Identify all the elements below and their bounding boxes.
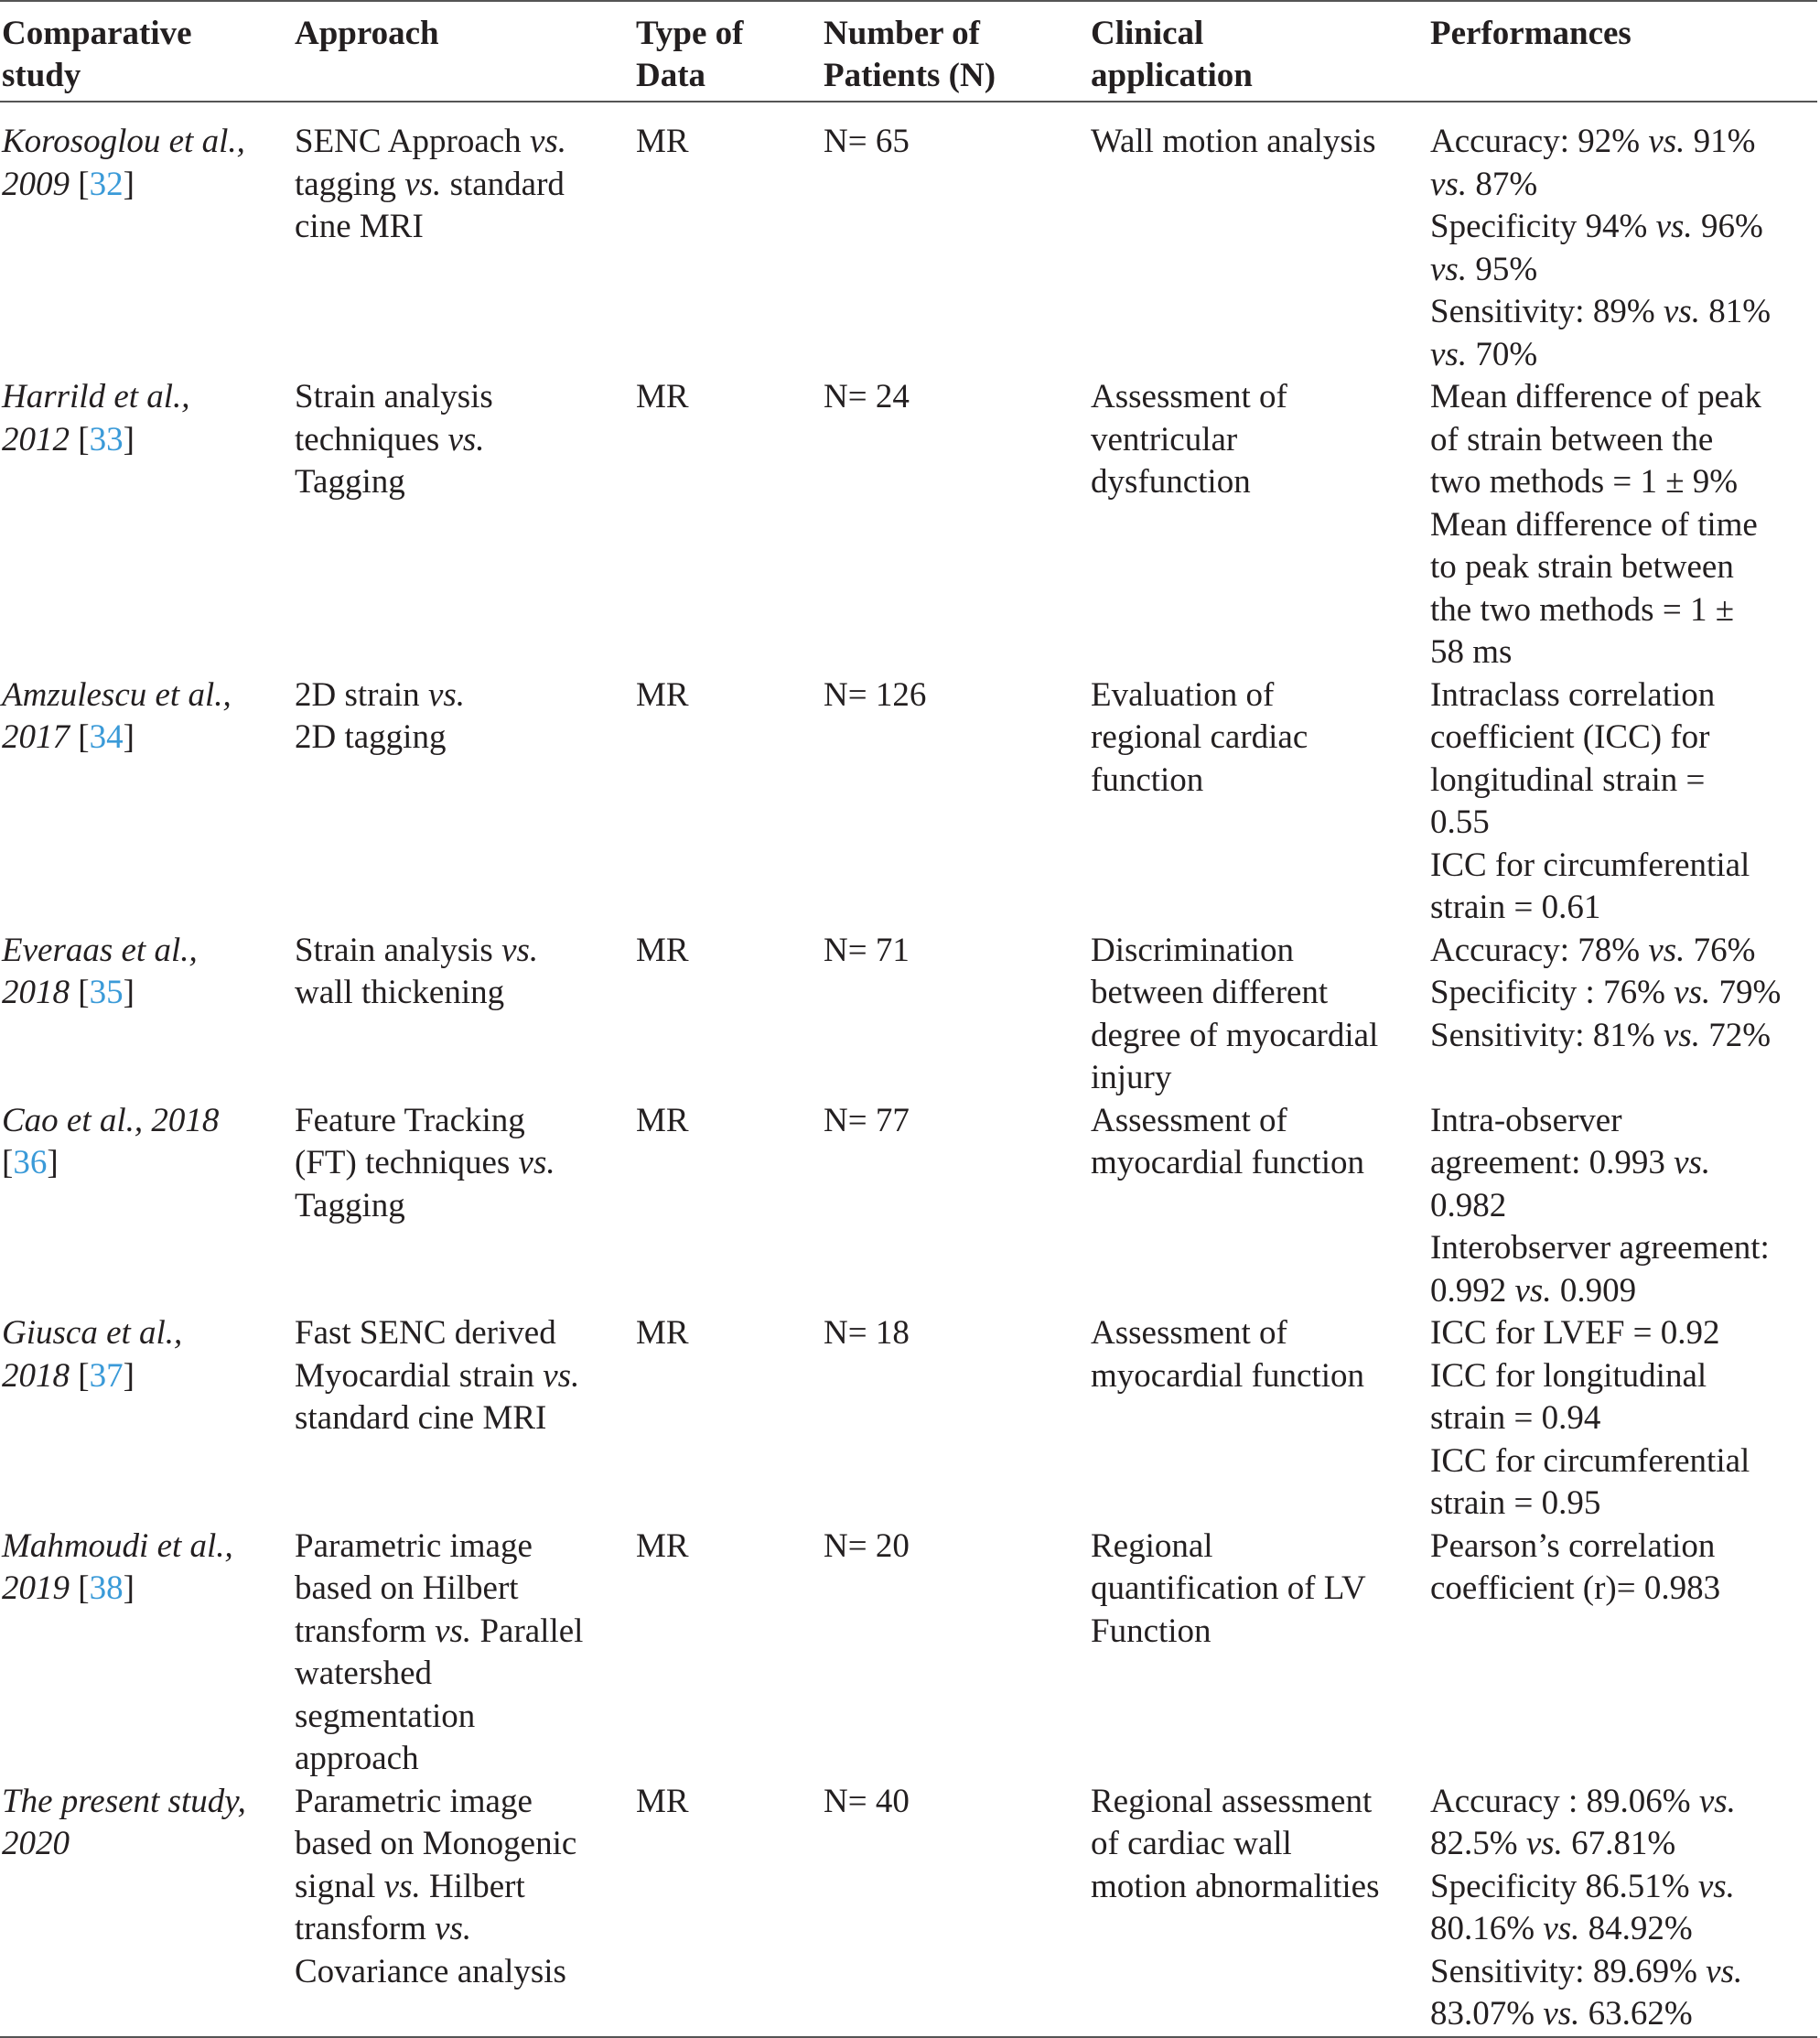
citation-link[interactable]: 37 xyxy=(89,1356,124,1395)
table-row xyxy=(0,1526,1817,1781)
cell-study: Mahmoudi et al., 2019 [38] xyxy=(0,1526,293,1781)
header-performances: Performances xyxy=(1430,15,1632,52)
cell-study: Korosoglou et al., 2009 [32] xyxy=(0,102,293,376)
cell-type-of-data: MR xyxy=(636,1101,689,1139)
table-row xyxy=(0,1100,1817,1313)
study-authors: Amzulescu et al., xyxy=(2,675,232,714)
cell-approach: 2D strain vs. 2D tagging xyxy=(295,675,466,756)
study-year: 2012 xyxy=(2,420,70,458)
study-year: 2017 xyxy=(2,718,70,756)
cell-performances: Mean difference of peak of strain between the two methods = 1 ± 9% Mean difference of time to peak strain between the two methods = 1 ± 58 ms xyxy=(1430,378,1761,671)
study-year: 2019 xyxy=(2,1569,70,1607)
citation-link[interactable]: 35 xyxy=(89,974,124,1011)
cell-patients: N= 24 xyxy=(824,378,910,415)
citation-link[interactable]: 32 xyxy=(89,165,124,203)
study-authors: Harrild et al., xyxy=(2,378,190,415)
cell-approach: Fast SENC derived Myocardial strain vs. standard cine MRI xyxy=(295,1314,580,1437)
cell-study: Amzulescu et al., 2017 [34] xyxy=(0,674,293,930)
table-row xyxy=(0,1312,1817,1526)
cell-patients: N= 20 xyxy=(824,1526,910,1565)
cell-type-of-data: MR xyxy=(636,1782,689,1820)
cell-type-of-data: MR xyxy=(636,1526,689,1565)
cell-performances: ICC for LVEF = 0.92 ICC for longitudinal strain = 0.94 ICC for circumferential strain = 0.95 xyxy=(1430,1314,1750,1522)
cell-performances: Intraclass correlation coefficient (ICC) for longitudinal strain = 0.55 ICC for circumferential strain = 0.61 xyxy=(1430,675,1750,926)
cell-performances: Accuracy: 92% vs. 91% vs. 87% Specificity 94% vs. 96% vs. 95% Sensitivity: 89% vs. 81% vs. 70% xyxy=(1430,123,1772,373)
cell-study: Cao et al., 2018 [36] xyxy=(0,1100,293,1313)
cell-clinical-application: Regional quantification of LV Function xyxy=(1091,1526,1366,1650)
cell-clinical-application: Assessment of ventricular dysfunction xyxy=(1091,378,1287,501)
study-authors: Everaas et al., xyxy=(2,931,198,969)
cell-clinical-application: Regional assessment of cardiac wall motion abnormalities xyxy=(1091,1782,1380,1905)
table-body xyxy=(0,102,1817,2037)
study-authors: Korosoglou et al., xyxy=(2,123,245,160)
cell-clinical-application: Discrimination between different degree of myocardial injury xyxy=(1091,931,1379,1096)
cell-clinical-application: Assessment of myocardial function xyxy=(1091,1101,1364,1181)
cell-performances: Accuracy : 89.06% vs. 82.5% vs. 67.81% Specificity 86.51% vs. 80.16% vs. 84.92% Sensitivity: 89.69% vs. 83.07% vs. 63.62% xyxy=(1430,1782,1743,2033)
study-authors: Mahmoudi et al., xyxy=(2,1526,233,1565)
study-authors: Giusca et al., xyxy=(2,1314,183,1352)
citation-link[interactable]: 34 xyxy=(89,718,124,756)
citation-link[interactable]: 36 xyxy=(13,1144,48,1181)
cell-performances: Intra-observer agreement: 0.993 vs. 0.982 Interobserver agreement: 0.992 vs. 0.909 xyxy=(1430,1101,1770,1310)
cell-type-of-data: MR xyxy=(636,378,689,415)
cell-type-of-data: MR xyxy=(636,675,689,714)
cell-patients: N= 71 xyxy=(824,931,910,969)
cell-patients: N= 40 xyxy=(824,1782,910,1820)
cell-type-of-data: MR xyxy=(636,123,689,160)
cell-patients: N= 77 xyxy=(824,1101,910,1139)
table-row xyxy=(0,674,1817,930)
cell-study: Everaas et al., 2018 [35] xyxy=(0,930,293,1100)
cell-performances: Pearson’s correlation coefficient (r)= 0.983 xyxy=(1430,1526,1721,1607)
cell-study: Harrild et al., 2012 [33] xyxy=(0,376,293,674)
cell-clinical-application: Assessment of myocardial function xyxy=(1091,1314,1364,1395)
cell-patients: N= 126 xyxy=(824,675,927,714)
table-row xyxy=(0,930,1817,1100)
cell-patients: N= 65 xyxy=(824,123,910,160)
cell-approach: Parametric image based on Monogenic signal vs. Hilbert transform vs. Covariance analysis xyxy=(295,1782,577,1990)
header-number-of-patients: Number of Patients (N) xyxy=(824,15,996,94)
header-approach: Approach xyxy=(295,15,439,52)
citation-link[interactable]: 33 xyxy=(89,420,124,458)
cell-approach: Strain analysis vs. wall thickening xyxy=(295,931,539,1011)
study-year: 2018 xyxy=(2,1356,70,1395)
header-comparative-study: Comparative study xyxy=(2,15,192,94)
study-year: 2018 xyxy=(2,974,70,1011)
table-header-row xyxy=(0,1,1817,102)
cell-approach: Strain analysis techniques vs. Tagging xyxy=(295,378,493,501)
cell-approach: Parametric image based on Hilbert transform vs. Parallel watershed segmentation approach xyxy=(295,1526,584,1777)
cell-clinical-application: Wall motion analysis xyxy=(1091,123,1376,160)
cell-clinical-application: Evaluation of regional cardiac function xyxy=(1091,675,1308,799)
table-row xyxy=(0,102,1817,376)
table-row xyxy=(0,1781,1817,2037)
study-year: 2020 xyxy=(2,1825,70,1862)
header-type-of-data: Type of Data xyxy=(636,15,744,94)
cell-patients: N= 18 xyxy=(824,1314,910,1352)
cell-study: Giusca et al., 2018 [37] xyxy=(0,1312,293,1526)
study-authors: The present study, xyxy=(2,1782,246,1820)
cell-type-of-data: MR xyxy=(636,1314,689,1352)
cell-approach: SENC Approach vs. tagging vs. standard cine MRI xyxy=(295,123,567,245)
study-year: 2009 xyxy=(2,165,70,203)
header-clinical-application: Clinical application xyxy=(1091,15,1253,94)
citation-link[interactable]: 38 xyxy=(89,1569,124,1607)
cell-study xyxy=(0,1781,293,2037)
table-row xyxy=(0,376,1817,674)
cell-performances: Accuracy: 78% vs. 76% Specificity : 76% vs. 79% Sensitivity: 81% vs. 72% xyxy=(1430,931,1782,1054)
study-authors: Cao et al., 2018 xyxy=(2,1101,220,1139)
cell-approach: Feature Tracking (FT) techniques vs. Tagging xyxy=(295,1101,555,1224)
cell-type-of-data: MR xyxy=(636,931,689,969)
